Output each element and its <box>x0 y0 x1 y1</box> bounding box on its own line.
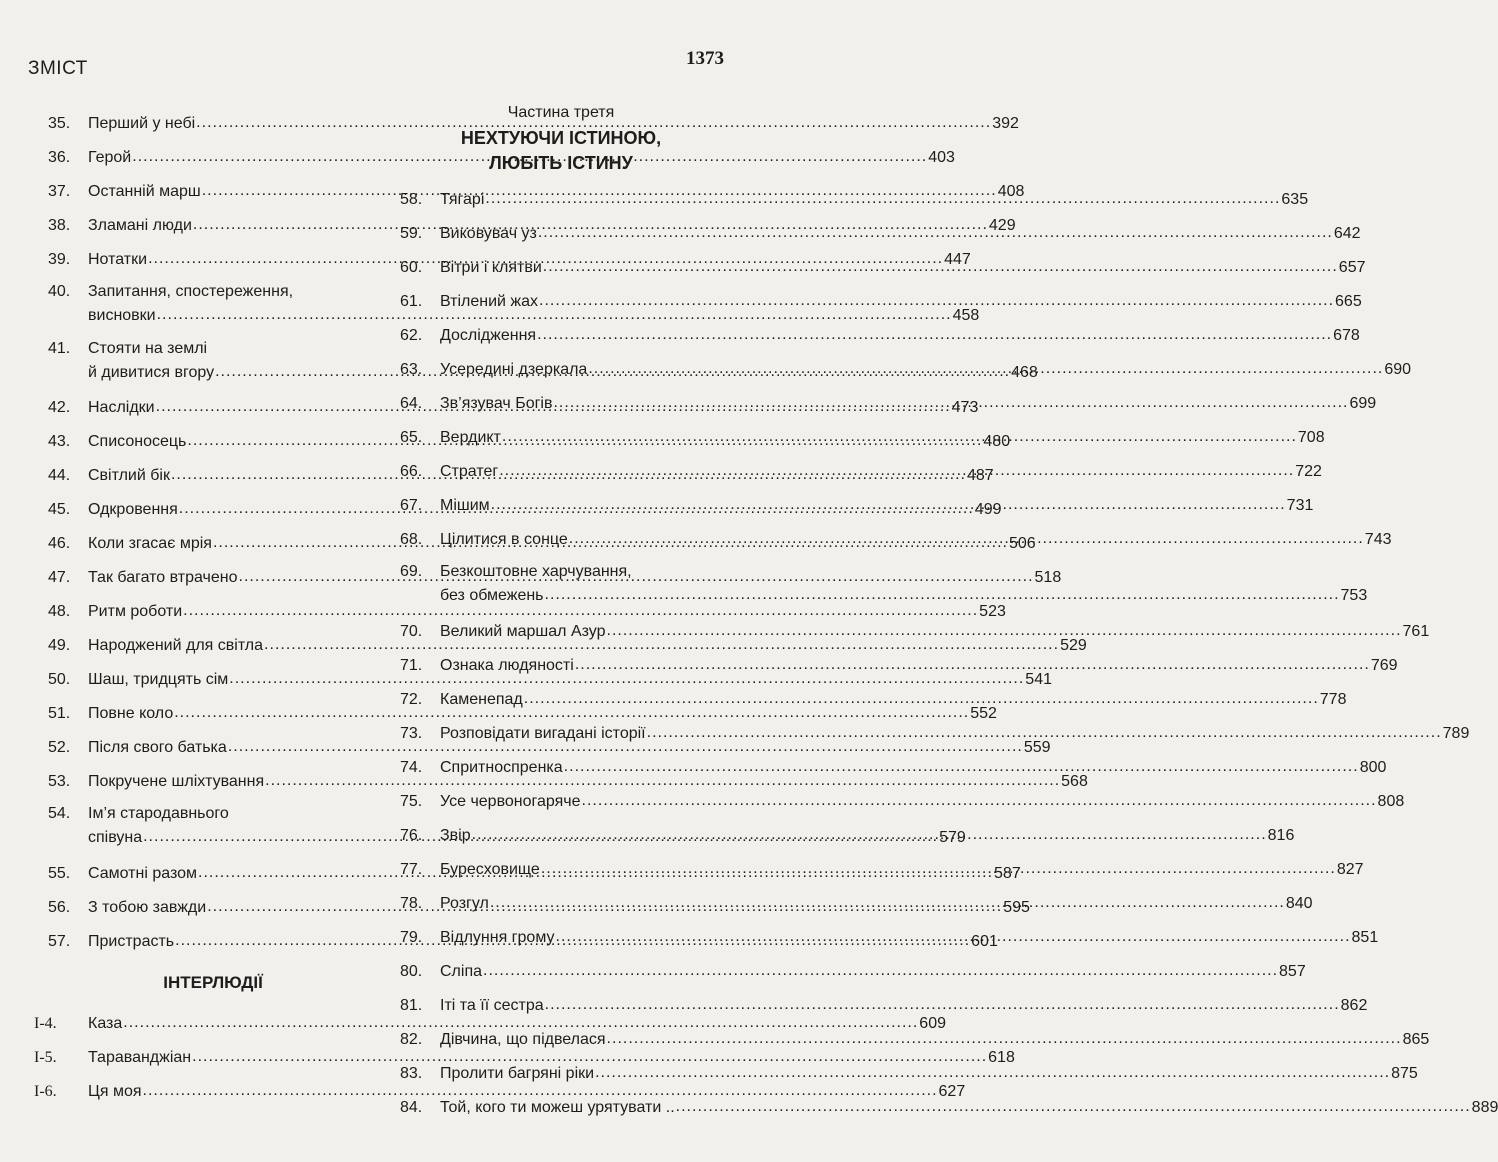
entry-number: 37. <box>48 183 71 200</box>
entry-number: 80. <box>400 963 423 980</box>
toc-entry <box>48 736 1051 758</box>
dot-leader <box>553 393 1348 413</box>
entry-title: Народжений для світла <box>88 637 264 654</box>
entry-title: Останній марш <box>88 183 201 200</box>
entry-page: 627 <box>938 1083 966 1100</box>
dot-leader <box>607 1029 1402 1049</box>
entry-title: Пролити багряні ріки <box>440 1065 595 1082</box>
entry-number: 82. <box>400 1031 423 1048</box>
toc-entry <box>400 324 1360 346</box>
entry-number: 44. <box>48 467 71 484</box>
entry-page: 753 <box>1340 587 1368 604</box>
entry-title: Розповідати вигадані історії <box>440 725 646 742</box>
dot-leader <box>564 757 1359 777</box>
entry-title: Так багато втрачено <box>88 569 238 586</box>
part-title-line-1: НЕХТУЮЧИ ІСТИНОЮ, <box>460 128 662 148</box>
part-title-line-2: ЛЮБІТЬ ІСТИНУ <box>489 153 633 173</box>
entry-number: 36. <box>48 149 71 166</box>
entry-number: 43. <box>48 433 71 450</box>
dot-leader <box>569 529 1364 549</box>
entry-page: 568 <box>1061 773 1088 790</box>
entry-title: Коли згасає мрія <box>88 535 212 552</box>
entry-number: 59. <box>400 225 423 242</box>
toc-entry <box>48 702 997 724</box>
dot-leader <box>491 495 1286 515</box>
entry-page: 789 <box>1442 725 1470 742</box>
entry-title-line-1: Запитання, спостереження, <box>88 283 294 300</box>
entry-title: Вітри і клятви <box>440 259 542 276</box>
dot-leader <box>490 893 1285 913</box>
dot-leader <box>556 927 1351 947</box>
entry-title: Усе червоногаряче <box>440 793 581 810</box>
entry-title: Зв’язувач Богів <box>440 395 553 412</box>
dot-leader <box>575 655 1370 675</box>
dot-leader <box>545 995 1340 1015</box>
entry-title: Нотатки <box>88 251 148 268</box>
entry-page: 761 <box>1402 623 1430 640</box>
entry-title: Іті та її сестра <box>440 997 544 1014</box>
entry-page: 559 <box>1023 739 1051 756</box>
entry-number: 35. <box>48 115 71 132</box>
toc-entry <box>400 620 1430 642</box>
dot-leader <box>543 257 1338 277</box>
entry-page: 690 <box>1384 361 1412 378</box>
entry-number: I-4. <box>34 1015 57 1032</box>
entry-number: 57. <box>48 933 71 950</box>
entry-page: 708 <box>1297 429 1325 446</box>
entry-page: 473 <box>951 399 979 416</box>
entry-title: Великий маршал Азур <box>440 623 606 640</box>
entry-number: 78. <box>400 895 423 912</box>
entry-title: Розгул <box>440 895 489 912</box>
entry-page: 678 <box>1333 327 1360 344</box>
dot-leader <box>607 621 1402 641</box>
entry-page: 743 <box>1364 531 1392 548</box>
interludes-heading: ІНТЕРЛЮДІЇ <box>163 973 263 992</box>
entry-title: Мішим <box>440 497 490 514</box>
dot-leader <box>539 291 1334 311</box>
dot-leader <box>472 825 1267 845</box>
entry-number: 53. <box>48 773 71 790</box>
entry-page: 541 <box>1025 671 1052 688</box>
entry-title: висновки <box>88 307 156 324</box>
entry-number: 72. <box>400 691 423 708</box>
entry-page: 429 <box>988 217 1016 234</box>
entry-page: 609 <box>919 1015 946 1032</box>
entry-number: 68. <box>400 531 423 548</box>
entry-number: 47. <box>48 569 71 586</box>
entry-page: 827 <box>1336 861 1364 878</box>
entry-page: 468 <box>1011 364 1038 381</box>
entry-page: 408 <box>997 183 1025 200</box>
entry-title: Списоносець <box>88 433 187 450</box>
entry-title: Виковувач уз <box>440 225 537 242</box>
entry-number: 79. <box>400 929 423 946</box>
entry-title: Усередині дзеркала <box>440 361 588 378</box>
entry-page: 657 <box>1338 259 1366 276</box>
entry-number: 75. <box>400 793 423 810</box>
entry-title: Одкровення <box>88 501 178 518</box>
entry-number: 50. <box>48 671 71 688</box>
entry-title: Повне коло <box>88 705 174 722</box>
entry-title: Герой <box>88 149 132 166</box>
dot-leader <box>545 585 1340 605</box>
entry-number: 65. <box>400 429 423 446</box>
entry-page: 392 <box>992 115 1019 132</box>
entry-page: 499 <box>974 501 1002 518</box>
entry-number: 48. <box>48 603 71 620</box>
entry-number: 73. <box>400 725 423 742</box>
entry-number: 52. <box>48 739 71 756</box>
entry-number: 66. <box>400 463 423 480</box>
entry-title: З тобою завжди <box>88 899 207 916</box>
entry-title: Каза <box>88 1015 123 1032</box>
entry-page: 699 <box>1349 395 1377 412</box>
toc-entry <box>48 634 1087 656</box>
toc-entry <box>400 960 1306 982</box>
toc-entry <box>400 994 1368 1016</box>
toc-entry <box>400 1062 1418 1084</box>
entry-title: Самотні разом <box>88 865 198 882</box>
entry-page: 731 <box>1286 497 1314 514</box>
toc-entry <box>400 290 1362 312</box>
entry-title: Вердикт <box>440 429 501 446</box>
entry-number: 70. <box>400 623 423 640</box>
toc-entry <box>34 1080 966 1102</box>
entry-title-line-1: Безкоштовне харчування, <box>440 563 632 580</box>
toc-entry <box>400 1028 1430 1050</box>
entry-page: 403 <box>928 149 955 166</box>
entry-number: 61. <box>400 293 423 310</box>
entry-number: 38. <box>48 217 71 234</box>
entry-number: 81. <box>400 997 423 1014</box>
dot-leader <box>524 689 1319 709</box>
toc-entry <box>34 1012 946 1034</box>
entry-number: 63. <box>400 361 423 378</box>
dot-leader <box>499 461 1294 481</box>
entry-title: Ця моя <box>88 1083 142 1100</box>
entry-number: 40. <box>48 283 71 300</box>
entry-title: й дивитися вгору <box>88 364 215 381</box>
entry-title: Втілений жах <box>440 293 539 310</box>
entry-title: Каменепад <box>440 691 523 708</box>
entry-number: 56. <box>48 899 71 916</box>
toc-entry <box>48 600 1006 622</box>
entry-number: 83. <box>400 1065 423 1082</box>
entry-page: 808 <box>1377 793 1405 810</box>
entry-title: Після свого батька <box>88 739 227 756</box>
toc-entry <box>48 770 1088 792</box>
entry-page: 458 <box>952 307 980 324</box>
entry-title-line-1: Ім’я стародавнього <box>88 805 229 822</box>
entry-title: Тараванджіан <box>88 1049 192 1066</box>
entry-page: 642 <box>1333 225 1361 242</box>
entry-title: Зламані люди <box>88 217 192 234</box>
entry-title: співуна <box>88 829 143 846</box>
dot-leader <box>537 325 1332 345</box>
entry-page: 862 <box>1340 997 1368 1014</box>
entry-page: 816 <box>1267 827 1295 844</box>
entry-title: Покручене шліхтування <box>88 773 265 790</box>
entry-page: 851 <box>1351 929 1379 946</box>
entry-title: Стратег <box>440 463 499 480</box>
entry-page: 875 <box>1391 1065 1418 1082</box>
entry-page: 487 <box>966 467 994 484</box>
entry-title: Відлуння грому <box>440 929 555 946</box>
entry-page: 889 <box>1471 1099 1498 1116</box>
entry-title: Наслідки <box>88 399 155 416</box>
entry-page: 523 <box>979 603 1006 620</box>
entry-title: Світлий бік <box>88 467 170 484</box>
dot-leader <box>582 791 1377 811</box>
entry-number: 69. <box>400 563 423 580</box>
entry-number: 55. <box>48 865 71 882</box>
toc-entry <box>34 1046 1015 1068</box>
entry-title: Сліпа <box>440 963 483 980</box>
entry-number: 71. <box>400 657 423 674</box>
entry-title: Цілитися в сонце <box>440 531 568 548</box>
entry-title: Тягарі <box>440 191 485 208</box>
entry-number: 46. <box>48 535 71 552</box>
running-header: ЗМІСТ <box>28 58 88 79</box>
entry-number: 84. <box>400 1099 423 1116</box>
entry-title: Ритм роботи <box>88 603 183 620</box>
entry-title: Той, кого ти можеш урятувати .. <box>440 1099 675 1116</box>
entry-page: 552 <box>970 705 997 722</box>
entry-page: 865 <box>1402 1031 1430 1048</box>
entry-number: 41. <box>48 340 71 357</box>
entry-page: 447 <box>944 251 971 268</box>
entry-title: Дослідження <box>440 327 537 344</box>
entry-number: 74. <box>400 759 423 776</box>
part-title <box>400 126 722 176</box>
entry-page: 769 <box>1370 657 1398 674</box>
entry-page: 601 <box>971 933 998 950</box>
entry-number: 58. <box>400 191 423 208</box>
entry-title: Спритноспренка <box>440 759 563 776</box>
entry-page: 857 <box>1279 963 1306 980</box>
entry-number: 64. <box>400 395 423 412</box>
entry-title: Перший у небі <box>88 115 196 132</box>
toc-entry <box>400 1096 1498 1118</box>
dot-leader <box>588 359 1383 379</box>
dot-leader <box>676 1097 1471 1117</box>
entry-number: I-5. <box>34 1049 57 1066</box>
dot-leader <box>541 859 1336 879</box>
dot-leader <box>483 961 1278 981</box>
entry-number: 76. <box>400 827 423 844</box>
entry-number: 77. <box>400 861 423 878</box>
dot-leader <box>485 189 1280 209</box>
dot-leader <box>595 1063 1390 1083</box>
entry-number: 51. <box>48 705 71 722</box>
entry-title: Звір <box>440 827 471 844</box>
dot-leader <box>538 223 1333 243</box>
entry-title-line-1: Стояти на землі <box>88 340 208 357</box>
toc-entry <box>400 688 1347 710</box>
entry-number: 62. <box>400 327 423 344</box>
entry-page: 800 <box>1359 759 1387 776</box>
dot-leader <box>502 427 1297 447</box>
entry-page: 665 <box>1335 293 1362 310</box>
entry-page: 618 <box>988 1049 1015 1066</box>
entry-page: 587 <box>994 865 1021 882</box>
entry-number: 67. <box>400 497 423 514</box>
toc-entry <box>400 722 1470 744</box>
entry-page: 635 <box>1281 191 1309 208</box>
entry-number: 39. <box>48 251 71 268</box>
entry-title: Дівчина, що підвелася <box>440 1031 606 1048</box>
entry-page: 722 <box>1295 463 1322 480</box>
entry-number: 49. <box>48 637 71 654</box>
entry-number: 60. <box>400 259 423 276</box>
entry-title: Шаш, тридцять сім <box>88 671 229 688</box>
entry-title: без обмежень <box>440 587 544 604</box>
entry-number: 45. <box>48 501 71 518</box>
entry-number: 42. <box>48 399 71 416</box>
entry-page: 579 <box>939 829 966 846</box>
entry-page: 506 <box>1008 535 1036 552</box>
entry-page: 840 <box>1285 895 1313 912</box>
entry-page: 518 <box>1034 569 1062 586</box>
toc-entry <box>400 790 1405 812</box>
entry-number: 54. <box>48 805 71 822</box>
entry-page: 595 <box>1003 899 1030 916</box>
toc-entry <box>48 668 1052 690</box>
entry-title: Ознака людяності <box>440 657 574 674</box>
entry-number: I-6. <box>34 1083 57 1100</box>
entry-title: Пристрасть <box>88 933 175 950</box>
entry-page: 778 <box>1319 691 1347 708</box>
entry-page: 529 <box>1060 637 1087 654</box>
toc-entry <box>400 756 1387 778</box>
page-number: 1373 <box>686 48 724 69</box>
dot-leader <box>647 723 1442 743</box>
entry-page: 480 <box>983 433 1011 450</box>
entry-title: Буресховище <box>440 861 540 878</box>
part-caption: Частина третя <box>507 104 615 121</box>
toc-entry <box>400 654 1398 676</box>
